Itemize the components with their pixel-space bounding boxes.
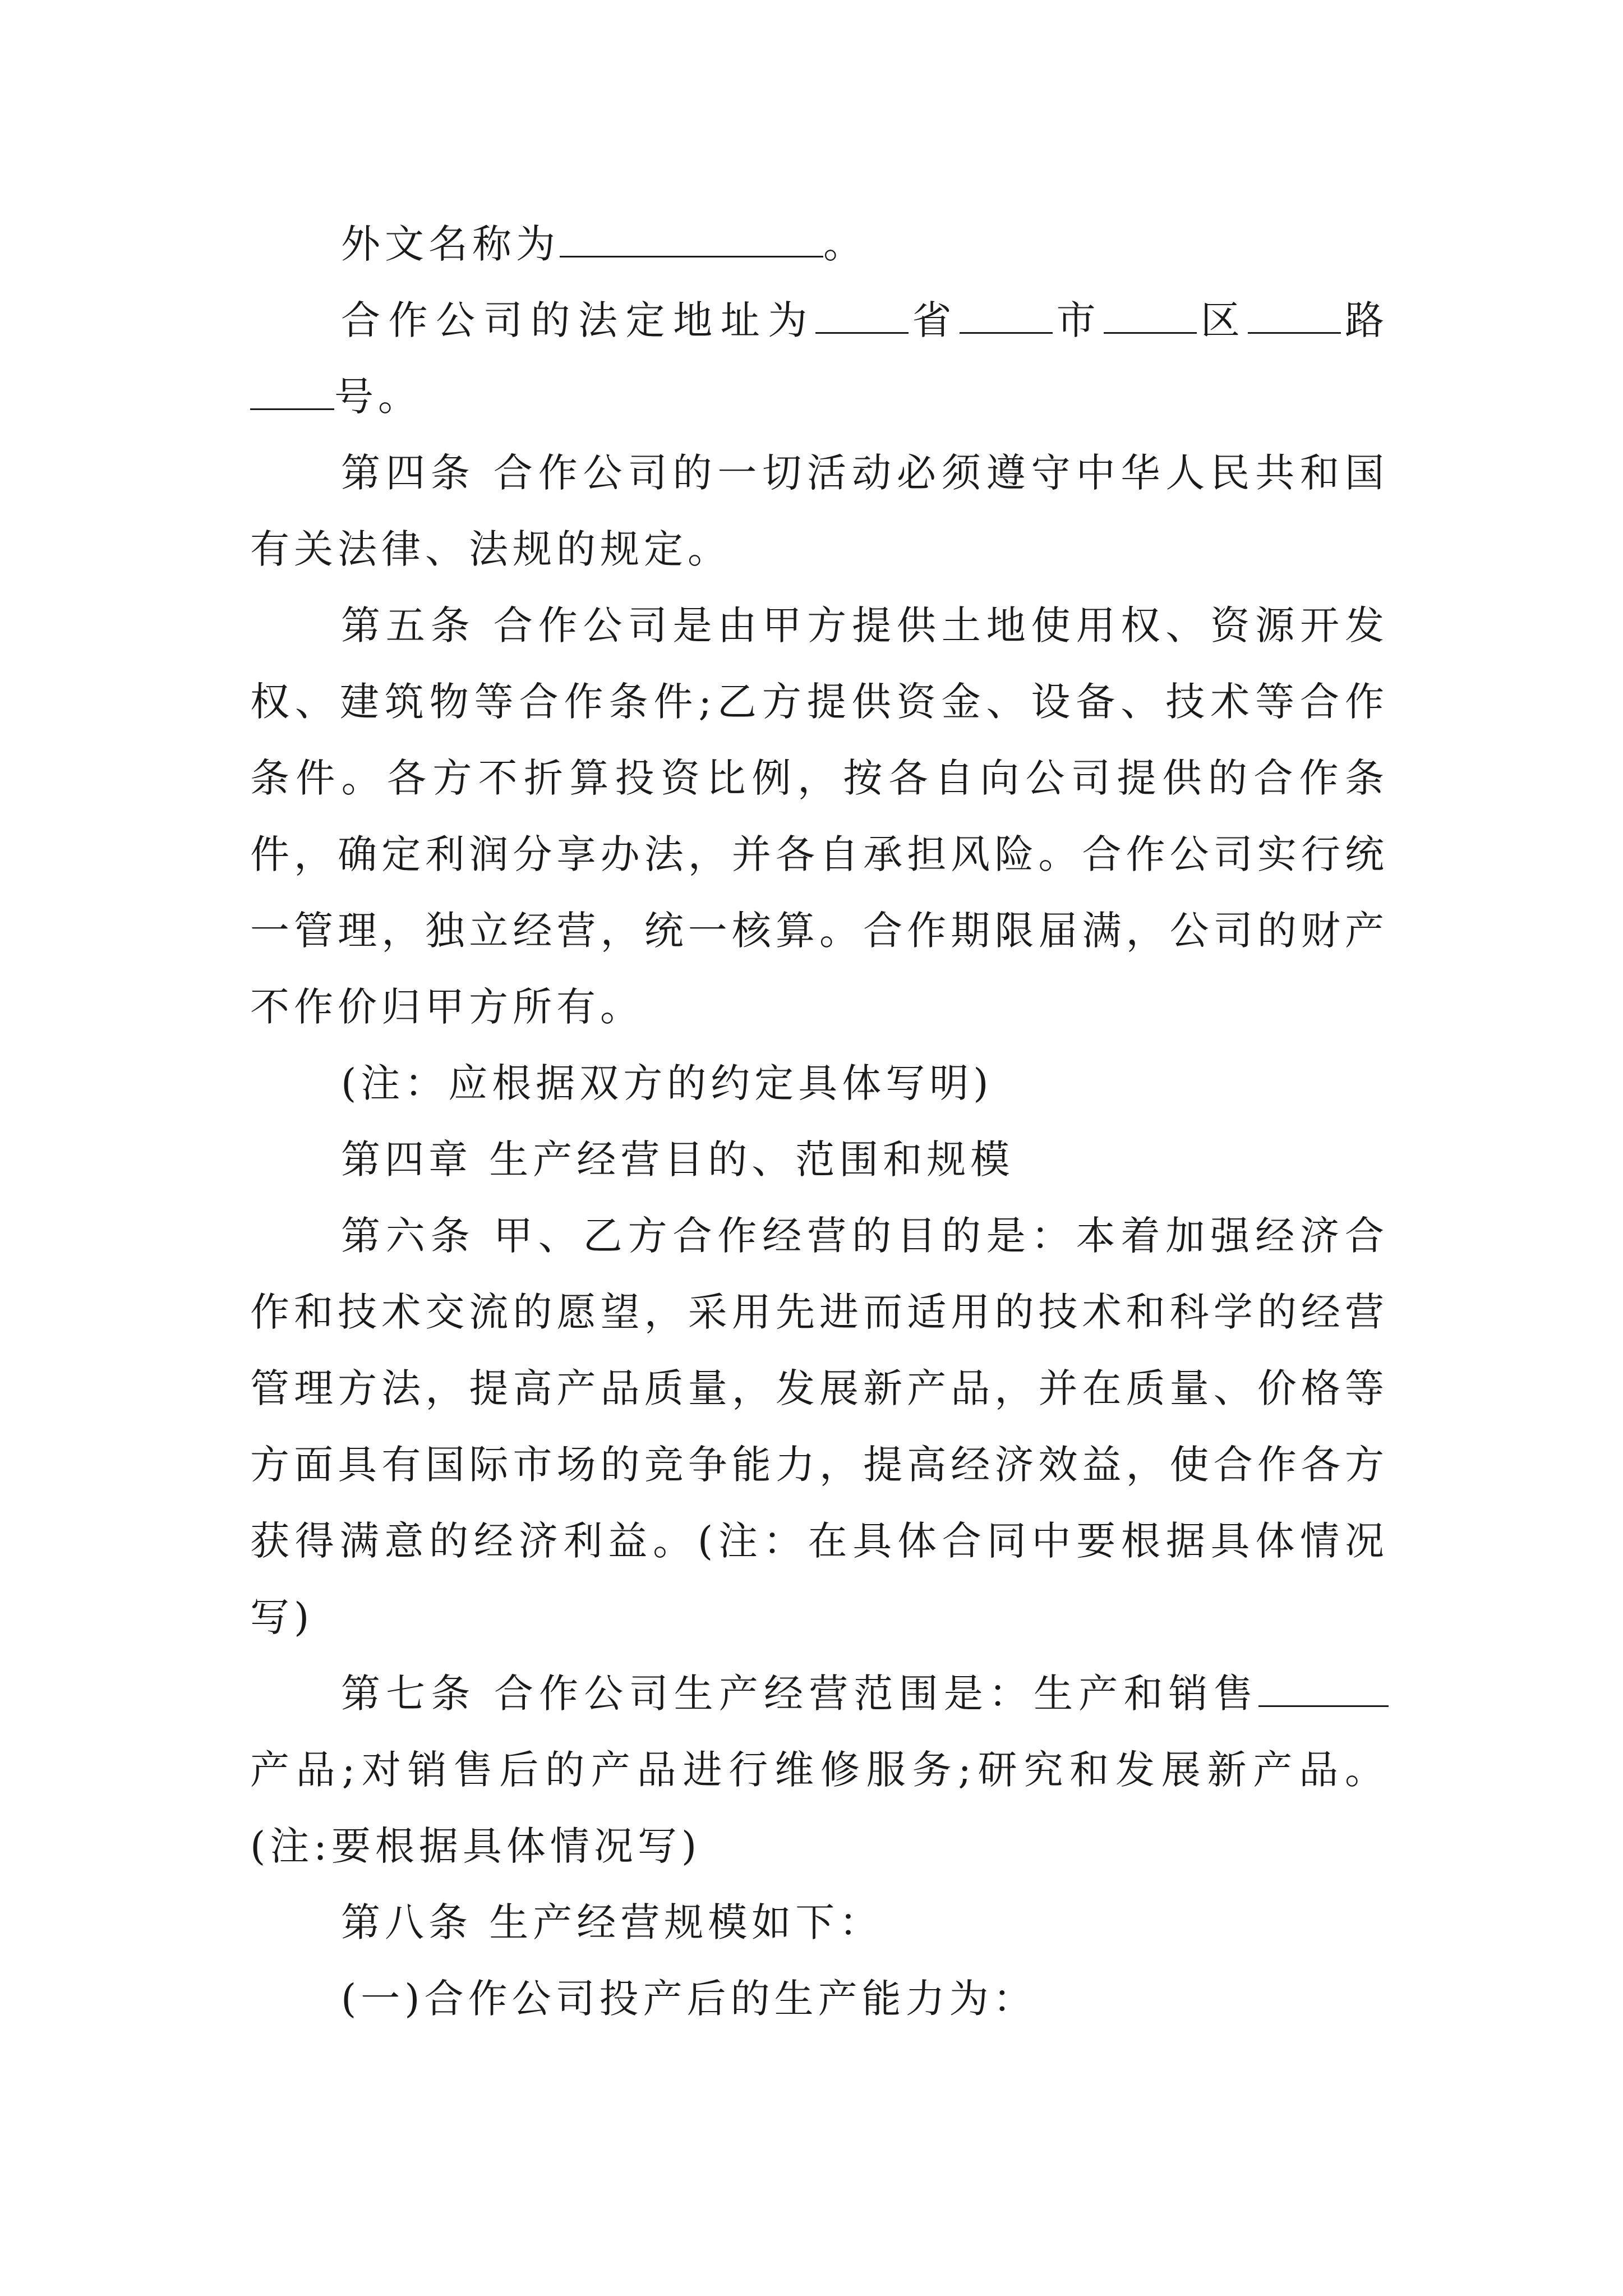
address-blank-road <box>1248 298 1341 334</box>
product-blank <box>1258 1672 1389 1707</box>
article-7-rest: 产品;对销售后的产品进行维修服务;研究和发展新产品。(注:要根据具体情况写) <box>250 1747 1389 1869</box>
chapter-4-heading: 第四章 生产经营目的、范围和规模 <box>341 1137 1015 1182</box>
address-line <box>250 282 1389 435</box>
note-1: (注：应根据双方的约定具体写明) <box>341 1060 993 1106</box>
address-blank-number <box>250 375 334 410</box>
foreign-name-line <box>250 206 1389 282</box>
item-1: (一)合作公司投产后的生产能力为： <box>341 1976 1037 2022</box>
address-label: 合作公司的法定地址为 <box>341 297 815 343</box>
address-road: 路 <box>1341 297 1389 343</box>
article-7-text: 第七条 合作公司生产经营范围是：生产和销售 <box>341 1671 1258 1717</box>
address-number: 号。 <box>334 374 422 420</box>
foreign-name-label: 外文名称为 <box>341 221 560 267</box>
address-blank-city <box>960 298 1053 334</box>
article-4: 第四条 合作公司的一切活动必须遵守中华人民共和国有关法律、法规的规定。 <box>250 450 1389 572</box>
address-city: 市 <box>1053 297 1104 343</box>
article-7 <box>250 1655 1389 1884</box>
article-6: 第六条 甲、乙方合作经营的目的是：本着加强经济合作和技术交流的愿望，采用先进而适用的技术和科学的经营管理方法，提高产品质量，发展新产品，并在质量、价格等方面具有国际市场的竞争能力，提高经济效益，使合作各方获得满意的经济利益。(注：在具体合同中要根据具体情况写) <box>250 1213 1389 1640</box>
article-5: 第五条 合作公司是由甲方提供土地使用权、资源开发权、建筑物等合作条件;乙方提供资金、设备、技术等合作条件。各方不折算投资比例，按各自向公司提供的合作条件，确定利润分享办法，并各自承担风险。合作公司实行统一管理，独立经营，统一核算。合作期限届满，公司的财产不作价归甲方所有。 <box>250 602 1389 1030</box>
address-province: 省 <box>908 297 960 343</box>
foreign-name-blank <box>560 222 823 257</box>
address-blank-district <box>1104 298 1197 334</box>
foreign-name-suffix: 。 <box>823 221 867 267</box>
address-blank-province <box>815 298 909 334</box>
address-district: 区 <box>1197 297 1248 343</box>
article-8: 第八条 生产经营规模如下： <box>341 1899 883 1945</box>
